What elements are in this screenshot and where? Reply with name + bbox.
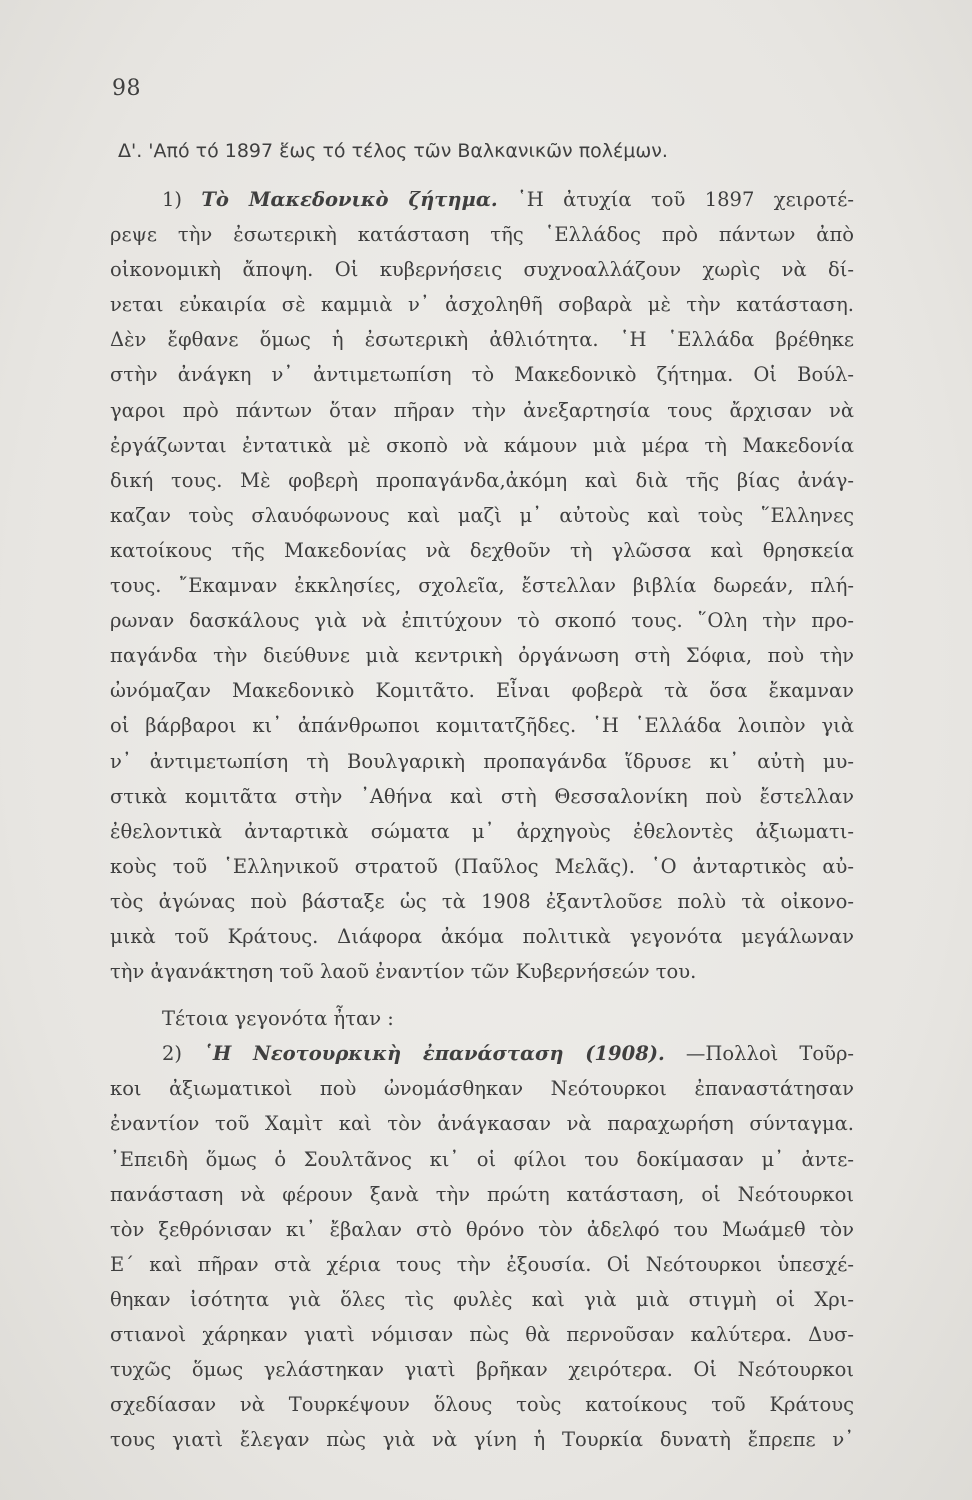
intro-line: Τέτοια γεγονότα ἦταν :	[162, 1007, 394, 1031]
text-line: Ε΄ καὶ πῆραν στὰ χέρια τους τὴν ἐξουσία. Οἱ Νεότουρκοι ὑπεσχέ-	[110, 1252, 854, 1276]
text-line: τυχῶς ὅμως γελάστηκαν γιατὶ βρῆκαν χειρότερα. Οἱ Νεότουρκοι	[110, 1358, 854, 1382]
text-line: ἐθελοντικὰ ἀνταρτικὰ σώματα μ᾽ ἀρχηγοὺς ἐθελοντὲς ἀξιωματι-	[110, 819, 854, 843]
text-line: γαροι πρὸ πάντων ὅταν πῆραν τὴν ἀνεξαρτησία τους ἄρχισαν νὰ	[110, 398, 854, 422]
text-line: σχεδίασαν νὰ Τουρκέψουν ὅλους τοὺς κατοίκους τοῦ Κράτους	[110, 1393, 854, 1417]
text-line: μικὰ τοῦ Κράτους. Διάφορα ἀκόμα πολιτικὰ γεγονότα μεγάλωναν	[110, 924, 854, 948]
text-line: τους γιατὶ ἔλεγαν πὼς γιὰ νὰ γίνη ἡ Τουρκία δυνατὴ ἔπρεπε ν᾽	[110, 1428, 854, 1452]
text-line: ὠνόμαζαν Μακεδονικὸ Κομιτᾶτο. Εἶναι φοβερὰ τὰ ὅσα ἔκαμναν	[110, 679, 854, 703]
page-number: 98	[112, 76, 141, 101]
text-line: θηκαν ἰσότητα γιὰ ὅλες τὶς φυλὲς καὶ γιὰ μιὰ στιγμὴ οἱ Χρι-	[110, 1287, 854, 1311]
section-heading: Δ'. 'Από τό 1897 ἕως τό τέλος τῶν Βαλκανικῶν πολέμων.	[118, 140, 668, 162]
text-line: ᾽Επειδὴ ὅμως ὁ Σουλτᾶνος κι᾽ οἱ φίλοι του δοκίμασαν μ᾽ ἀντε-	[110, 1147, 854, 1171]
text-line: δική τους. Μὲ φοβερὴ προπαγάνδα,ἀκόμη καὶ διὰ τῆς βίας ἀνάγ-	[110, 468, 854, 492]
text-line: κατοίκους τῆς Μακεδονίας νὰ δεχθοῦν τὴ γλῶσσα καὶ θρησκεία	[110, 538, 854, 562]
text-line: παγάνδα τὴν διεύθυνε μιὰ κεντρικὴ ὀργάνωση στὴ Σόφια, ποὺ τὴν	[110, 644, 854, 668]
paragraph-2-first-line-text: —Πολλοὶ Τοῦρ-	[685, 1042, 854, 1066]
paragraph-gap	[110, 989, 854, 1001]
text-line: ἐργάζωνται ἐντατικὰ μὲ σκοπὸ νὰ κάμουν μιὰ μέρα τὴ Μακεδονία	[110, 433, 854, 457]
paragraph-1-first-line	[110, 182, 854, 217]
body-text	[110, 182, 854, 1457]
text-line: ρεψε τὴν ἐσωτερικὴ κατάσταση τῆς ῾Ελλάδος πρὸ πάντων ἀπὸ	[110, 223, 854, 247]
text-line: τὸς ἀγώνας ποὺ βάσταξε ὡς τὰ 1908 ἐξαντλοῦσε πολὺ τὰ οἰκονο-	[110, 889, 854, 913]
text-line: τὴν ἀγανάκτηση τοῦ λαοῦ ἐναντίον τῶν Κυβερνήσεών του.	[110, 960, 697, 984]
text-line: στὴν ἀνάγκη ν᾽ ἀντιμετωπίση τὸ Μακεδονικὸ ζήτημα. Οἱ Βούλ-	[110, 363, 854, 387]
text-line: ρωναν δασκάλους γιὰ νὰ ἐπιτύχουν τὸ σκοπό τους. ῞Ολη τὴν προ-	[110, 609, 854, 633]
paragraph-1-title: Τὸ Μακεδονικὸ ζήτημα.	[201, 188, 498, 211]
text-line: οἱ βάρβαροι κι᾽ ἀπάνθρωποι κομιτατζῆδες. ῾Η ῾Ελλάδα λοιπὸν γιὰ	[110, 714, 854, 738]
paragraph-2-title: ῾Η Νεοτουρκικὴ ἐπανάσταση (1908).	[203, 1042, 665, 1066]
text-line: κοι ἀξιωματικοὶ ποὺ ὠνομάσθηκαν Νεότουρκοι ἐπαναστάτησαν	[110, 1077, 854, 1101]
text-line: καζαν τοὺς σλαυόφωνους καὶ μαζὶ μ᾽ αὐτοὺς καὶ τοὺς ῞Ελληνες	[110, 503, 854, 527]
text-line: ν᾽ ἀντιμετωπίση τὴ Βουλγαρικὴ προπαγάνδα ἵδρυσε κι᾽ αὐτὴ μυ-	[110, 749, 854, 773]
text-line: ἐναντίον τοῦ Χαμὶτ καὶ τὸν ἀνάγκασαν νὰ παραχωρήση σύνταγμα.	[110, 1112, 854, 1136]
text-line: Δὲν ἔφθανε ὅμως ἡ ἐσωτερικὴ ἀθλιότητα. ῾Η ῾Ελλάδα βρέθηκε	[110, 328, 854, 352]
text-line: τους. ῎Εκαμναν ἐκκλησίες, σχολεῖα, ἔστελλαν βιβλία δωρεάν, πλή-	[110, 574, 854, 598]
text-line: τὸν ξεθρόνισαν κι᾽ ἔβαλαν στὸ θρόνο τὸν ἀδελφό του Μωάμεθ τὸν	[110, 1217, 854, 1241]
text-line: στικὰ κομιτᾶτα στὴν ᾽Αθήνα καὶ στὴ Θεσσαλονίκη ποὺ ἔστελλαν	[110, 784, 854, 808]
paragraph-2-label: 2)	[162, 1042, 183, 1066]
text-line: πανάσταση νὰ φέρουν ξανὰ τὴν πρώτη κατάσταση, οἱ Νεότουρκοι	[110, 1182, 854, 1206]
paragraph-2-first-line	[110, 1036, 854, 1071]
text-line: στιανοὶ χάρηκαν γιατὶ νόμισαν πὼς θὰ περνοῦσαν καλύτερα. Δυσ-	[110, 1323, 854, 1346]
paragraph-1-first-line-text: ῾Η ἀτυχία τοῦ 1897 χειροτέ-	[517, 188, 854, 211]
text-line: νεται εὐκαιρία σὲ καμμιὰ ν᾽ ἀσχοληθῆ σοβαρὰ μὲ τὴν κατάσταση.	[110, 293, 854, 317]
text-line: οἰκονομικὴ ἄποψη. Οἱ κυβερνήσεις συχνοαλλάζουν χωρὶς νὰ δί-	[110, 258, 854, 282]
paragraph-1-label: 1)	[162, 188, 183, 211]
text-line: κοὺς τοῦ ῾Ελληνικοῦ στρατοῦ (Παῦλος Μελᾶς). ῾Ο ἀνταρτικὸς αὐ-	[110, 854, 854, 878]
